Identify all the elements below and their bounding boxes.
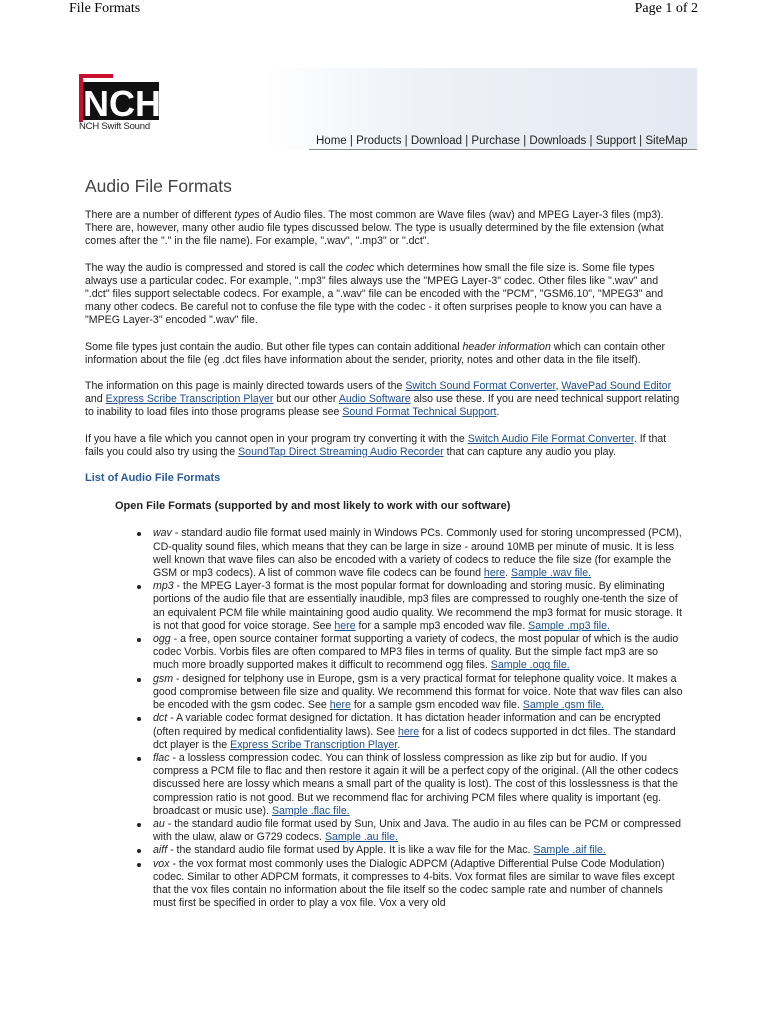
text: for a list of codecs supported in dct files. The standard dct player is the xyxy=(153,725,676,751)
article-body xyxy=(85,209,685,910)
format-description: - a free, open source container format supporting a variety of codecs, the most popular of which is the audio codec Vorbis. Vorbis files are often compared to MP3 files in terms of quality. But the simple fact mp3 are so much more broadly supported makes it difficult to recommend ogg files. xyxy=(153,633,679,672)
sample-link[interactable]: Sample .aif file. xyxy=(533,844,606,857)
format-name: wav xyxy=(153,527,172,540)
emphasis: codec xyxy=(345,261,375,274)
nch-logo-mark xyxy=(79,74,161,122)
text: and xyxy=(85,393,106,406)
format-description: - the vox format most commonly uses the Dialogic ADPCM (Adaptive Differential Pulse Code Modulation) codec. Similar to other ADPCM formats, it compresses to 4-bits. Vox format files are similar to wave files except that the vox files contain no information about the file itself so the codec sample rate and number of channels must first be specified in order to play a vox file. Vox a very old xyxy=(153,857,675,910)
software-paragraph xyxy=(85,380,685,420)
text: . xyxy=(397,738,401,751)
express-scribe-player-link[interactable]: Express Scribe Transcription Player xyxy=(230,738,398,751)
logo-subtitle: NCH Swift Sound xyxy=(79,121,150,132)
text: of Audio files. The most common are Wave files (wav) and MPEG Layer-3 files (mp3). There are, however, many other audio file types discussed below. The type is usually determined by the file extension (what comes after the "." in the file name). For example, ".wav", ".mp3" or ".dct". xyxy=(85,209,664,248)
here-link[interactable]: here xyxy=(397,725,420,738)
converting-paragraph xyxy=(85,433,685,459)
format-name: vox xyxy=(153,857,170,870)
nav-downloads[interactable]: Downloads xyxy=(529,135,587,147)
nav-home[interactable]: Home xyxy=(316,135,347,147)
text: which determines how small the file size is. Some file types always use a particular codec. For example, ".mp3" files always use the "MPEG Layer-3" codec. Other files like ".wav" and ".dct" files support selectable codecs. For example, a ".wav" file can be encoded with the "PCM", "GSM6.10", "MPEG3" and many other codecs. Be careful not to confuse the file type with the codec - it often surprises people to know you can have a "MPEG Layer-3" encoded ".wav" file. xyxy=(85,261,664,327)
nav-products[interactable]: Products xyxy=(356,135,402,147)
here-link[interactable]: here xyxy=(334,619,356,632)
text: There are a number of different xyxy=(85,209,235,221)
print-header xyxy=(0,0,768,20)
text: also use these. If you are need technical support relating to inability to load files into those programs please see xyxy=(85,393,680,419)
list-item xyxy=(153,858,685,911)
text: which can contain other information about the file (eg .dct files have information about the sender, priority, notes and other data in the file itself). xyxy=(85,340,666,366)
list-item xyxy=(153,527,685,580)
top-nav: Home | Products | Download | Purchase | Downloads | Support | SiteMap xyxy=(316,135,688,147)
page-title: Audio File Formats xyxy=(85,176,232,196)
format-description: - a lossless compression codec. You can think of lossless compression as like zip but for audio. If you compress a PCM file to flac and then restore it again it will be a perfect copy of the original. (All the other codecs discussed here are lossy which means a small part of the quality is lost). The cost of this losslessness is that the compression ratio is not good. But we recommend flac for archiving PCM files where quality is important (eg. broadcast or music use). xyxy=(153,751,679,817)
text: that can capture any audio you play. xyxy=(443,445,616,458)
nav-sitemap[interactable]: SiteMap xyxy=(645,135,688,147)
text: for a sample gsm encoded wav file. xyxy=(350,699,523,712)
text: . xyxy=(496,406,500,419)
list-item xyxy=(153,752,685,818)
list-item xyxy=(153,580,685,633)
text: If you have a file which you cannot open in your program try converting it with the xyxy=(85,432,468,445)
formats-list xyxy=(85,527,685,910)
intro-paragraph xyxy=(85,209,685,249)
text: . If that fails you could also try using the xyxy=(85,432,667,458)
text: . xyxy=(505,567,512,580)
soundtap-link[interactable]: SoundTap Direct Streaming Audio Recorder xyxy=(238,445,444,458)
switch-converter-link[interactable]: Switch Sound Format Converter xyxy=(405,380,556,393)
tech-support-link[interactable]: Sound Format Technical Support xyxy=(342,406,497,419)
sample-link[interactable]: Sample .wav file. xyxy=(511,567,592,580)
text: The information on this page is mainly directed towards users of the xyxy=(85,380,406,393)
here-link[interactable]: here xyxy=(329,699,351,712)
print-title: File Formats xyxy=(69,1,141,16)
format-description: - the MPEG Layer-3 format is the most popular format for downloading and storing music. By eliminating portions of the audio file that are essentially inaudible, mp3 files are compressed to roughly one-tenth the size of an equivalent PCM file while maintaining good audio quality. We recommend the mp3 format for music storage. It is not that good for voice storage. See xyxy=(153,580,682,632)
express-scribe-link[interactable]: Express Scribe Transcription Player xyxy=(105,393,274,406)
format-description: - standard audio file format used mainly in Windows PCs. Commonly used for storing uncompressed (PCM), CD-quality sound files, which means that they can be large in size - around 10MB per minute of music. It is less well known that wave files can also be encoded with a variety of codecs to reduce the file size (for example the GSM or mp3 codecs). A list of common wave file codecs can be found xyxy=(153,527,682,580)
format-name: mp3 xyxy=(153,580,174,593)
format-description: - the standard audio file format used by Sun, Unix and Java. The audio in au files can be PCM or compressed with the ulaw, alaw or G729 codecs. xyxy=(153,817,682,844)
format-description: - A variable codec format designed for dictation. It has dictation header information and can be encrypted (often required by medical confidentiality laws). See xyxy=(153,712,661,738)
audio-software-link[interactable]: Audio Software xyxy=(338,393,411,406)
logo-letters: NCH xyxy=(83,83,161,122)
format-name: gsm xyxy=(153,672,174,685)
text: for a sample mp3 encoded wav file. xyxy=(355,619,529,632)
text: but our other xyxy=(273,393,339,406)
text: , xyxy=(555,380,562,393)
nav-divider xyxy=(309,149,697,150)
format-description: - designed for telphony use in Europe, gsm is a very practical format for telephone quality voice. It makes a good compromise between file size and quality. We recommend this format for voice. Note that wav files can also be encoded with the gsm codec. See xyxy=(153,672,683,712)
sample-link[interactable]: Sample .ogg file. xyxy=(490,659,570,672)
list-item xyxy=(153,673,685,713)
list-item xyxy=(153,844,685,857)
codec-paragraph xyxy=(85,262,685,328)
format-name: flac xyxy=(153,751,170,764)
emphasis: types xyxy=(234,209,260,221)
wavepad-link[interactable]: WavePad Sound Editor xyxy=(561,380,672,393)
open-formats-heading: Open File Formats (supported by and most likely to work with our software) xyxy=(115,500,511,513)
nav-download[interactable]: Download xyxy=(410,135,463,147)
list-of-formats-link[interactable]: List of Audio File Formats xyxy=(85,472,221,485)
sample-link[interactable]: Sample .mp3 file. xyxy=(528,619,610,632)
sample-link[interactable]: Sample .flac file. xyxy=(271,804,350,817)
here-link[interactable]: here xyxy=(483,567,506,580)
nav-support[interactable]: Support xyxy=(595,135,636,147)
list-item xyxy=(153,633,685,673)
sample-link[interactable]: Sample .au file. xyxy=(324,831,398,844)
header-paragraph xyxy=(85,341,685,367)
format-name: aiff xyxy=(153,844,168,857)
list-item xyxy=(153,712,685,752)
format-name: dct xyxy=(153,712,168,725)
nav-purchase[interactable]: Purchase xyxy=(471,135,520,147)
text: The way the audio is compressed and stored is call the xyxy=(85,261,346,274)
list-item xyxy=(153,818,685,844)
switch-audio-link[interactable]: Switch Audio File Format Converter xyxy=(467,432,634,445)
text: Some file types just contain the audio. But other file types can contain additional xyxy=(85,340,463,353)
format-description: - the standard audio file format used by Apple. It is like a wav file for the Mac. xyxy=(167,844,534,857)
format-name: ogg xyxy=(153,633,171,646)
emphasis: header information xyxy=(462,340,551,353)
page-number: Page 1 of 2 xyxy=(634,1,698,16)
sample-link[interactable]: Sample .gsm file. xyxy=(522,699,605,712)
format-name: au xyxy=(153,817,165,830)
